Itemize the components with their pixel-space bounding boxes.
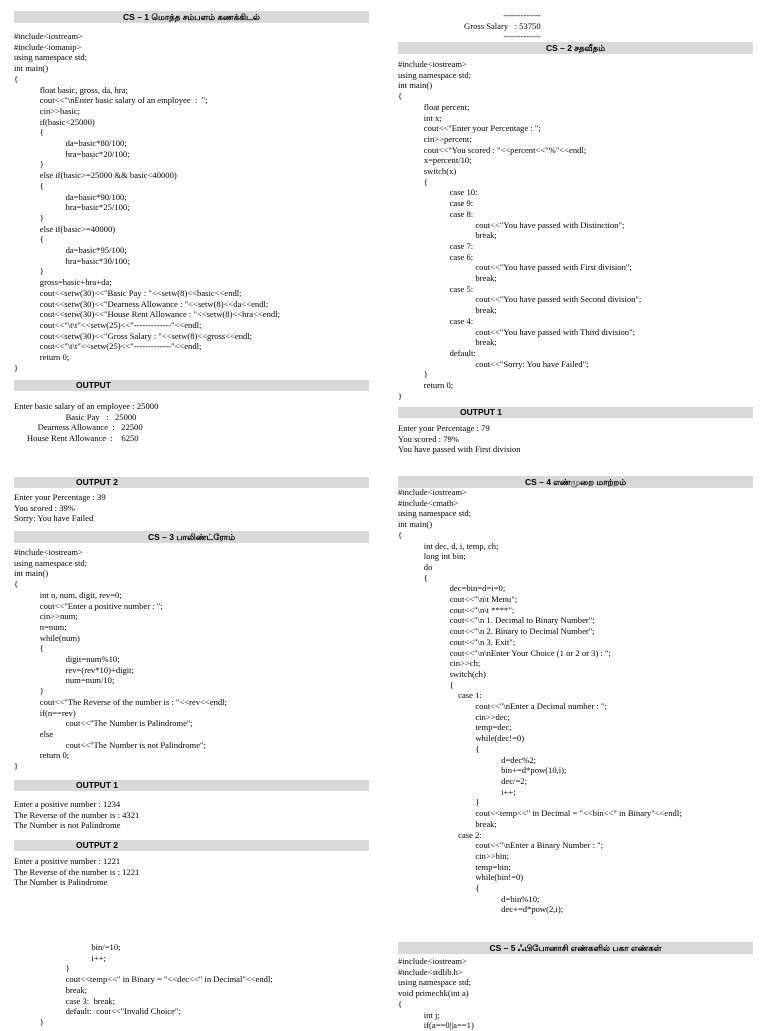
cs3-output2: Enter a positive number : 1221 The Reverse of the number is : 1221 The Number is Palindrome xyxy=(14,856,140,888)
cs4-header: CS – 4 எண்முறை மாற்றம் xyxy=(398,476,753,488)
cs1-code: #include<iostream> #include<iomanip> using namespace std; int main() { float basic, gross, da, hra; cout<<"\nEnter basic salary of an employee : "; cin>>basic; if(basic<25000) { da=basic*80/100; hra=basic*20/100; } else if(basic>=25000 && basic<40000) { da=basic*90/100; hra=basic*25/100; } else if(basic>=40000) { da=basic*95/100; hra=basic*30/100; } gross=basic+hra+da; cout<<setw(30)<<"Basic Pay : "<<setw(8)<<basic<<endl; cout<<setw(30)<<"Dearness Allowance : "<<setw(8)<<da<<endl; cout<<setw(30)<<"House Rent Allowance : "<<setw(8)<<hra<<endl; cout<<"\t\t"<<setw(25)<<"-------------"<<endl; cout<<setw(30)<<"Gross Salary : "<<setw(8)<<gross<<endl; cout<<"\t\t"<<setw(25)<<"-------------"<<endl; return 0; } xyxy=(14,31,280,373)
cs1-output: Enter basic salary of an employee : 25000 Basic Pay : 25000 Dearness Allowance : 22500 House Rent Allowance : 6250 xyxy=(14,401,159,444)
cs4-continued-code: bin/=10; i++; } cout<<temp<<" in Binary = "<<dec<<" in Decimal"<<endl; break; case 3: break; default: cout<<"Invalid Choice"; } xyxy=(39,942,273,1027)
cs4-code: #include<iostream> #include<cmath> using namespace std; int main() { int dec, d, i, temp, ch; long int bin; do { dec=bin=d=i=0; cout<<"\n\t Menu"; cout<<"\n\t ****"; cout<<"\n 1. Decimal to Binary Number"; cout<<"\n 2. Binary to Decimal Number"; cout<<"\n 3. Exit"; cout<<"\n\nEnter Your Choice (1 or 2 or 3) : "; cin>>ch; switch(ch) { case 1: cout<<"\nEnter a Decimal number : "; cin>>dec; temp=dec; while(dec!=0) { d=dec%2; bin+=d*pow(10,i); dec/=2; i++; } cout<<temp<<" in Decimal = "<<bin<<" in Binary"<<endl; break; case 2: cout<<"\nEnter a Binary Number : "; cin>>bin; temp=bin; while(bin!=0) { d=bin%10; dec+=d*pow(2,i); xyxy=(398,487,682,915)
cs1-output-header: OUTPUT xyxy=(14,380,369,391)
cs2-header: CS – 2 சதவீதம் xyxy=(398,42,753,54)
cs2-code: #include<iostream> using namespace std; int main() { float percent; int x; cout<<"Enter your Percentage : "; cin>>percent; cout<<"You scored : "<<percent<<"%"<<endl; x=percent/10; switch(x) { case 10: case 9: case 8: cout<<"You have passed with Distinction"; break; case 7: case 6: cout<<"You have passed with First division"; break; case 5: cout<<"You have passed with Second division"; break; case 4: cout<<"You have passed with Third division"; break; default: cout<<"Sorry: You have Failed"; } return 0; } xyxy=(398,59,642,401)
cs3-header: CS – 3 பாலிண்ட்ரோம் xyxy=(14,531,369,543)
cs1-output-continued: ------------- Gross Salary : 53750 ------------- xyxy=(464,10,541,42)
cs3-output1: Enter a positive number : 1234 The Reverse of the number is : 4321 The Number is not Palindrome xyxy=(14,799,140,831)
cs3-code: #include<iostream> using namespace std; int main() { int n, num, digit, rev=0; cout<<"Enter a positive number : "; cin>>num; n=num; while(num) { digit=num%10; rev=(rev*10)+digit; num=num/10; } cout<<"The Reverse of the number is : "<<rev<<endl; if(n==rev) cout<<"The Number is Palindrome"; else cout<<"The Number is not Palindrome"; return 0; } xyxy=(14,547,227,772)
cs3-output2-header: OUTPUT 2 xyxy=(14,840,369,851)
cs2-output2-header: OUTPUT 2 xyxy=(14,477,369,488)
cs5-header: CS – 5 ஃபிபோனாசி எண்களில் பகா எண்கள் xyxy=(398,942,753,954)
cs1-header: CS – 1 மொத்த சம்பளம் கணக்கிடல் xyxy=(14,11,369,23)
cs5-code: #include<iostream> #include<stdlib.h> using namespace std; void primechk(int a) { int j; if(a==0||a==1) xyxy=(398,956,474,1031)
cs2-output1-header: OUTPUT 1 xyxy=(398,407,753,418)
cs2-output1: Enter your Percentage : 79 You scored : 79% You have passed with First division xyxy=(398,423,521,455)
cs3-output1-header: OUTPUT 1 xyxy=(14,780,369,791)
cs2-output2: Enter your Percentage : 39 You scored : 39% Sorry: You have Failed xyxy=(14,492,106,524)
